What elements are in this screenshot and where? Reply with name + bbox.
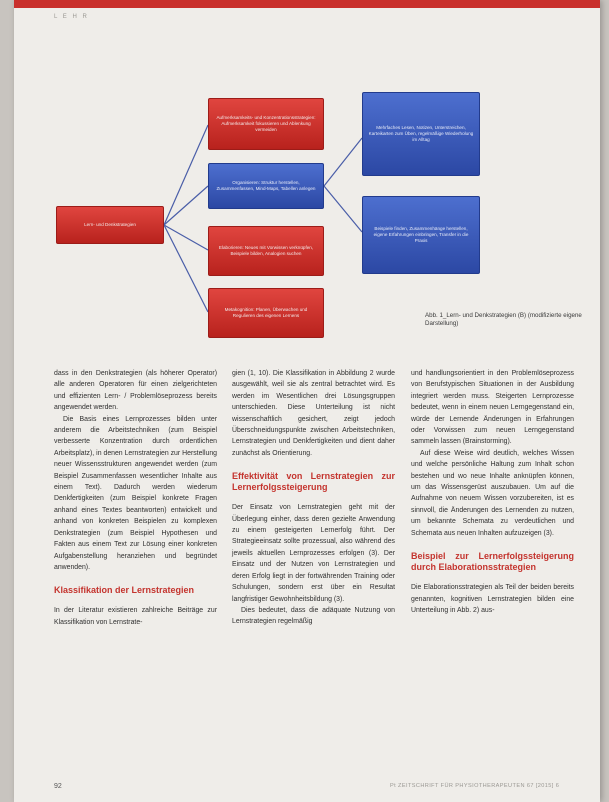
journal-footer: Pt ZEITSCHRIFT FÜR PHYSIOTHERAPEUTEN 67 [2015] 6	[390, 783, 560, 789]
section-heading: Effektivität von Lernstrategien zur Lernerfolgssteigerung	[232, 471, 395, 493]
diagram-node-metacognition: Metakognition: Planen, Überwachen und Regulieren des eigenen Lernens	[208, 288, 324, 338]
page-number: 92	[54, 783, 62, 790]
paragraph: Dies bedeutet, dass die adäquate Nutzung von Lernstrategien regelmäßig	[232, 606, 395, 626]
diagram-node-organize: Organisieren: Struktur herstellen, Zusammenfassen, Mind-Maps, Tabellen anlegen	[208, 163, 324, 209]
paragraph: Der Einsatz von Lernstrategien geht mit der Überlegung einher, dass deren gezielte Anwendung zu einem gesteigerten Lernerfolg führt. Der Strategieeinsatz sollte prozessual, also während des jeweils aktuellen Lernprozesses erfolgen (3). Der Einsatz und der Nutzen von Lernstrategien und deren Erfolg liegt in der fortwährenden Training oder Schulungen, sondern erst über ein Resultat langfristiger Gewohnheitsbildung (3).	[232, 504, 395, 603]
magazine-page	[14, 0, 600, 802]
paragraph: Die Basis eines Lernprozesses bilden unter anderem die Arbeitstechniken (zum Beispiel verbesserte Konzentration durch ordentlichen Arbeitsplatz), in denen Lernstrategien zur Herstellung neuer Wissensstrukturen angewendet werden (zum Beispiel Zusammenfassen wesentlicher Inhalte aus einem Text). Dadurch werden wiederum Denkfertigkeiten (zum Beispiel konkrete Fragen anhand eines Textes beantworten) entwickelt und anhand von konkreten Beispielen zu komplexen Denkstrategien (zum Beispiel Hypothesen und Fakten aus einem Text zur Lösung einer konkreten Aufgabenstellung heranziehen und begründet anwenden).	[54, 415, 217, 571]
diagram-root-node: Lern- und Denkstrategien	[56, 206, 164, 244]
text-column-1	[54, 368, 217, 628]
paragraph: dass in den Denkstrategien (als höherer Operator) alle anderen Operatoren für einen zielgerichteten und effizienten Lern- / Problemlöseprozess bereits angewendet werden.	[54, 370, 217, 412]
paragraph: und handlungsorientiert in den Problemlöseprozess von Berufstypischen Situationen in der Ausbildung integriert werden muss. Steigerten Lernprozesse bedeutet, wenn in einem neuen Lerngegenstand ein, würde der Lernende Änderungen in Erfahrungen oder Vorwissen zum neuen Lerngegenstand sammeln lassen (Brainstorming).	[411, 370, 574, 446]
paragraph: In der Literatur existieren zahlreiche Beiträge zur Klassifikation von Lernstrate-	[54, 607, 217, 626]
text-column-2	[232, 368, 395, 628]
paragraph: Die Elaborationsstrategien als Teil der beiden bereits genannten, kognitiven Lernstrategien bilden eine Unterteilung in Abb. 2) aus-	[411, 584, 574, 614]
section-heading: Klassifikation der Lernstrategien	[54, 585, 195, 596]
paragraph: gien (1, 10). Die Klassifikation in Abbildung 2 wurde ausgewählt, weil sie als zentral betrachtet wird. Es werden im Wesentlichen drei Lösungsgruppen unterschieden. Diese Unterteilung ist nicht wissenschaftlich gesichert, zeigt jedoch Überschneidungspunkte zwischen Arbeitstechniken, Lernstrategien und Denkfertigkeiten und dient daher zunächst als Orientierung.	[232, 370, 395, 457]
running-head: L E H R	[54, 14, 89, 20]
diagram-node-repeat-detail: Mehrfaches Lesen, Notizen, Unterstreichen, Karteikarten zum Üben, regelmäßige Wiederholung im Alltag	[362, 92, 480, 176]
figure-caption: Abb. 1_Lern- und Denkstrategien (B) (modifizierte eigene Darstellung)	[425, 312, 582, 328]
diagram-node-elaborate-detail: Beispiele finden, Zusammenhänge herstellen, eigene Erfahrungen einbringen, Transfer in die Praxis	[362, 196, 480, 274]
paragraph: Auf diese Weise wird deutlich, welches Wissen und welche persönliche Haltung zum Inhalt schon bestehen und wo neue Inhalte anknüpfen können, um das Wissensgerüst auszubauen. Um auf die Aufnahme von neuem Wissen vorzubereiten, ist es sinnvoll, die Änderungen des Lernenden zu nutzen, um bekannte Schemata zu verdeutlichen und Schemata aus neuen Inhalten aufzuzeigen (3).	[411, 449, 574, 537]
text-column-3	[411, 368, 574, 616]
section-heading: Beispiel zur Lernerfolgssteigerung durch Elaborationsstrategien	[411, 551, 574, 573]
diagram-node-attention: Aufmerksamkeits- und Konzentrationsstrategien: Aufmerksamkeit fokussieren und Ablenkung vermeiden	[208, 98, 324, 150]
diagram-node-elaborate: Elaborieren: Neues mit Vorwissen verknüpfen, Beispiele bilden, Analogien suchen	[208, 226, 324, 276]
